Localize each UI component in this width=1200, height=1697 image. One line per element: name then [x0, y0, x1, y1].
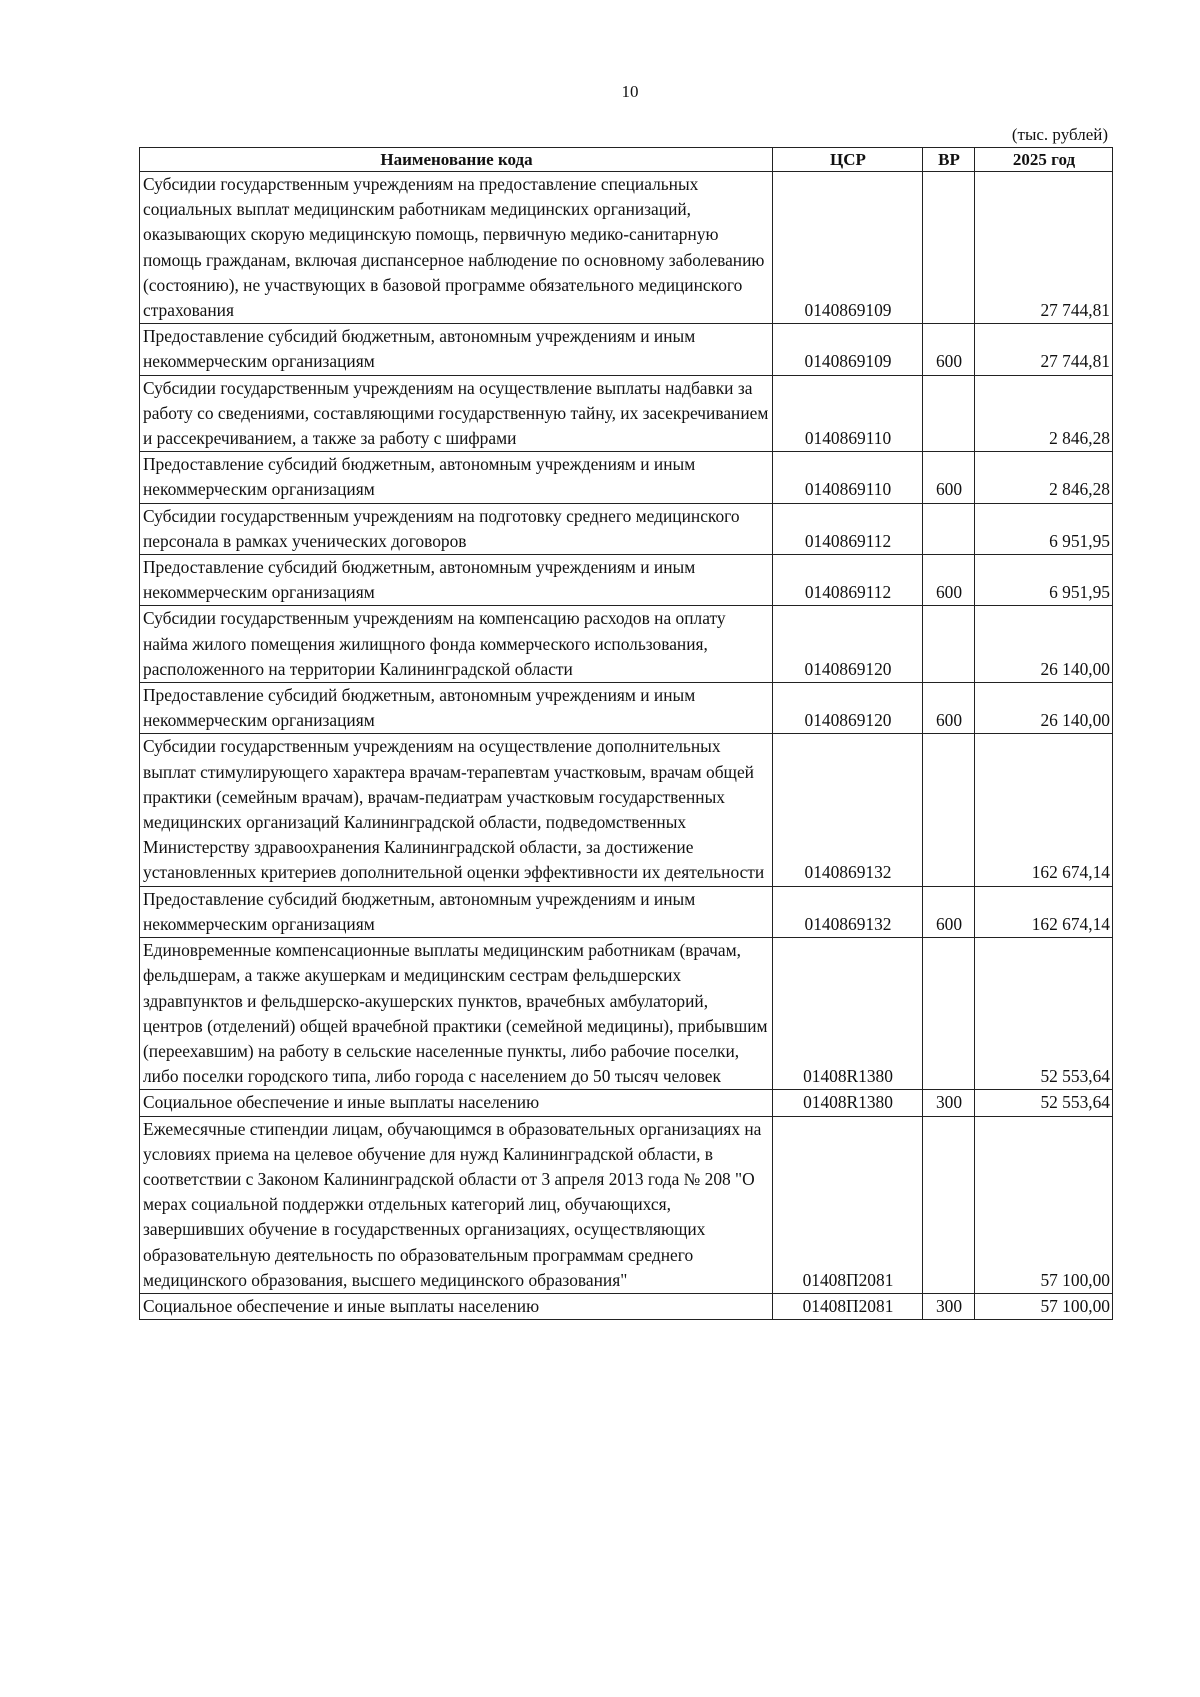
row-vr	[923, 375, 975, 452]
table-row	[140, 452, 1113, 503]
table-row	[140, 606, 1113, 683]
row-vr	[923, 734, 975, 886]
row-csr: 0140869112	[773, 555, 923, 606]
row-csr: 01408П2081	[773, 1116, 923, 1293]
table-row	[140, 886, 1113, 937]
row-amount: 57 100,00	[975, 1293, 1113, 1319]
row-amount: 162 674,14	[975, 886, 1113, 937]
row-amount: 52 553,64	[975, 1090, 1113, 1116]
header-amount: 2025 год	[975, 148, 1113, 172]
row-amount: 6 951,95	[975, 503, 1113, 554]
row-name: Субсидии государственным учреждениям на предоставление специальных социальных выплат медицинским работникам медицинских организаций, оказывающих скорую медицинскую помощь, первичную медико-санитарную помощь гражданам, включая диспансерное наблюдение по основному заболеванию (состоянию), не участвующих в базовой программе обязательного медицинского страхования	[140, 172, 773, 324]
row-csr: 0140869110	[773, 452, 923, 503]
header-vr: ВР	[923, 148, 975, 172]
row-amount: 27 744,81	[975, 172, 1113, 324]
table-row	[140, 375, 1113, 452]
row-name: Ежемесячные стипендии лицам, обучающимся в образовательных организациях на условиях приема на целевое обучение для нужд Калининградской области, в соответствии с Законом Калининградской области от 3 апреля 2013 года № 208 "О мерах социальной поддержки отдельных категорий лиц, обучающихся, завершивших обучение в государственных организациях, осуществляющих образовательную деятельность по образовательным программам среднего медицинского образования, высшего медицинского образования"	[140, 1116, 773, 1293]
row-vr	[923, 503, 975, 554]
row-vr: 600	[923, 886, 975, 937]
row-amount: 27 744,81	[975, 324, 1113, 375]
row-amount: 2 846,28	[975, 452, 1113, 503]
row-csr: 01408П2081	[773, 1293, 923, 1319]
row-csr: 0140869120	[773, 606, 923, 683]
row-csr: 01408R1380	[773, 1090, 923, 1116]
row-csr: 0140869110	[773, 375, 923, 452]
row-name: Социальное обеспечение и иные выплаты населению	[140, 1090, 773, 1116]
row-vr	[923, 172, 975, 324]
row-csr: 0140869132	[773, 734, 923, 886]
row-csr: 0140869120	[773, 683, 923, 734]
row-name: Субсидии государственным учреждениям на осуществление выплаты надбавки за работу со сведениями, составляющими государственную тайну, их засекречиванием и рассекречиванием, а также за работу с шифрами	[140, 375, 773, 452]
table-row	[140, 1293, 1113, 1319]
row-name: Субсидии государственным учреждениям на осуществление дополнительных выплат стимулирующего характера врачам-терапевтам участковым, врачам общей практики (семейным врачам), врачам-педиатрам участковым государственных медицинских организаций Калининградской области, подведомственных Министерству здравоохранения Калининградской области, за достижение установленных критериев дополнительной оценки эффективности их деятельности	[140, 734, 773, 886]
row-vr	[923, 1116, 975, 1293]
row-csr: 0140869132	[773, 886, 923, 937]
row-name: Предоставление субсидий бюджетным, автономным учреждениям и иным некоммерческим организациям	[140, 886, 773, 937]
row-amount: 162 674,14	[975, 734, 1113, 886]
row-amount: 6 951,95	[975, 555, 1113, 606]
row-csr: 0140869109	[773, 172, 923, 324]
row-vr	[923, 606, 975, 683]
row-name: Предоставление субсидий бюджетным, автономным учреждениям и иным некоммерческим организациям	[140, 555, 773, 606]
row-name: Субсидии государственным учреждениям на подготовку среднего медицинского персонала в рамках ученических договоров	[140, 503, 773, 554]
row-name: Социальное обеспечение и иные выплаты населению	[140, 1293, 773, 1319]
row-amount: 2 846,28	[975, 375, 1113, 452]
row-vr: 300	[923, 1293, 975, 1319]
row-name: Единовременные компенсационные выплаты медицинским работникам (врачам, фельдшерам, а также акушеркам и медицинским сестрам фельдшерских здравпунктов и фельдшерско-акушерских пунктов, врачебных амбулаторий, центров (отделений) общей врачебной практики (семейной медицины), прибывшим (переехавшим) на работу в сельские населенные пункты, либо рабочие поселки, либо поселки городского типа, либо города с населением до 50 тысяч человек	[140, 938, 773, 1090]
table-row	[140, 555, 1113, 606]
row-vr: 600	[923, 683, 975, 734]
row-amount: 52 553,64	[975, 938, 1113, 1090]
header-csr: ЦСР	[773, 148, 923, 172]
table-row	[140, 1116, 1113, 1293]
row-name: Предоставление субсидий бюджетным, автономным учреждениям и иным некоммерческим организациям	[140, 452, 773, 503]
table-row	[140, 1090, 1113, 1116]
row-vr: 600	[923, 324, 975, 375]
table-row	[140, 172, 1113, 324]
table-row	[140, 734, 1113, 886]
row-csr: 0140869112	[773, 503, 923, 554]
table-header-row	[140, 148, 1113, 172]
row-amount: 26 140,00	[975, 606, 1113, 683]
row-name: Предоставление субсидий бюджетным, автономным учреждениям и иным некоммерческим организациям	[140, 683, 773, 734]
row-name: Субсидии государственным учреждениям на компенсацию расходов на оплату найма жилого помещения жилищного фонда коммерческого использования, расположенного на территории Калининградской области	[140, 606, 773, 683]
row-vr: 600	[923, 452, 975, 503]
budget-table	[139, 147, 1113, 1320]
table-row	[140, 938, 1113, 1090]
table-row	[140, 683, 1113, 734]
table-row	[140, 503, 1113, 554]
header-name: Наименование кода	[140, 148, 773, 172]
page-number: 10	[621, 82, 639, 101]
row-amount: 26 140,00	[975, 683, 1113, 734]
row-csr: 01408R1380	[773, 938, 923, 1090]
row-amount: 57 100,00	[975, 1116, 1113, 1293]
table-row	[140, 324, 1113, 375]
row-csr: 0140869109	[773, 324, 923, 375]
row-vr	[923, 938, 975, 1090]
row-vr: 300	[923, 1090, 975, 1116]
row-name: Предоставление субсидий бюджетным, автономным учреждениям и иным некоммерческим организациям	[140, 324, 773, 375]
units-label: (тыс. рублей)	[1011, 125, 1108, 144]
row-vr: 600	[923, 555, 975, 606]
